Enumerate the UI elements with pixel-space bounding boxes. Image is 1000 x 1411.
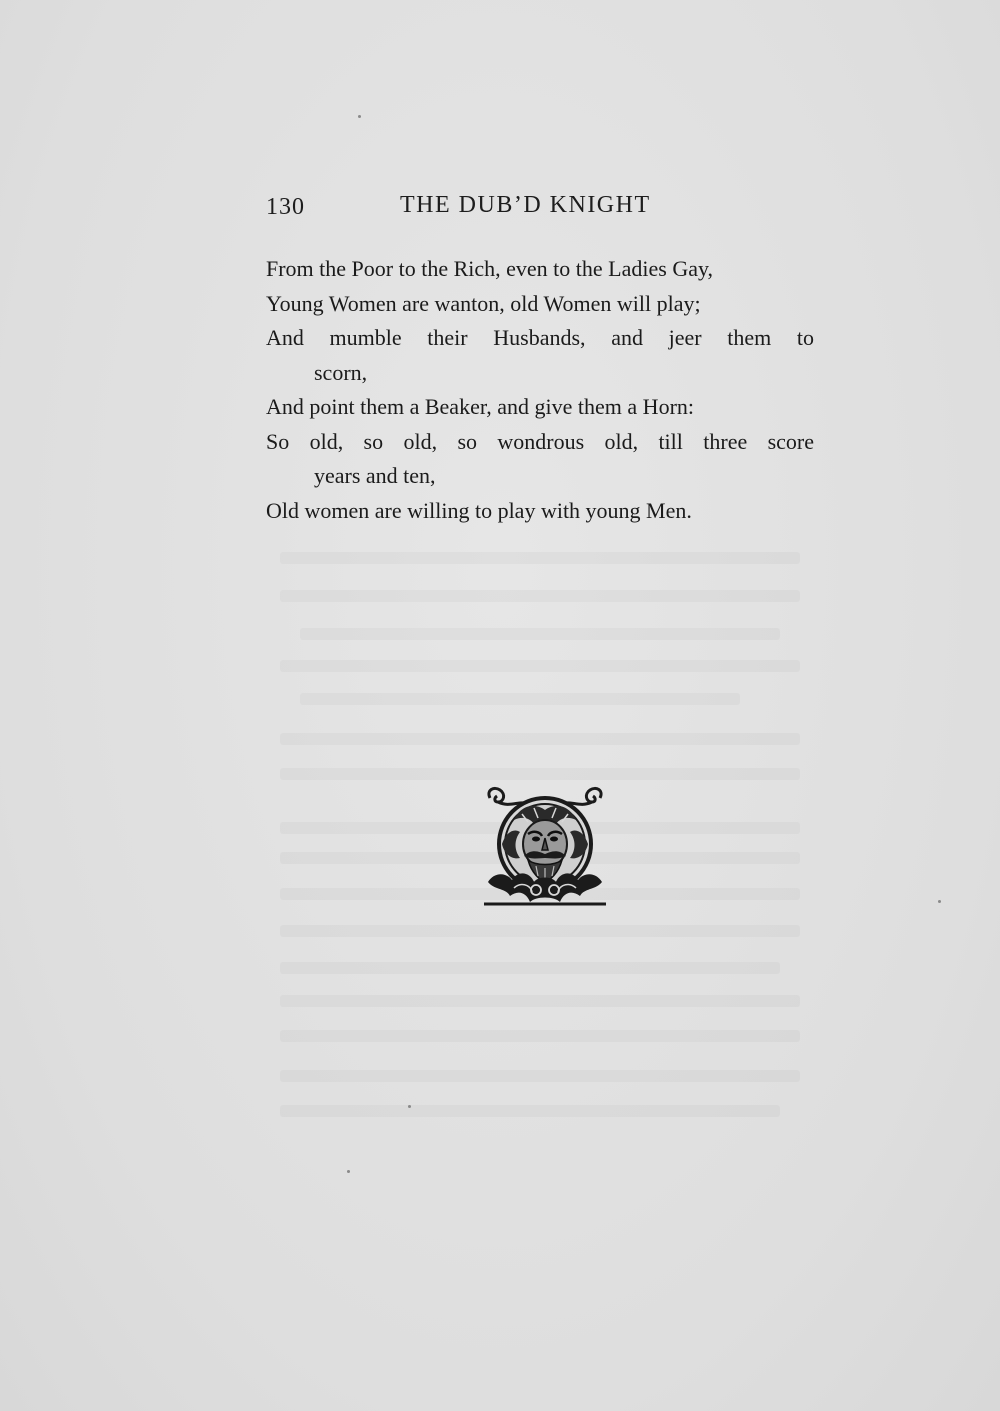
verse-block [266,252,814,528]
verse-line: From the Poor to the Rich, even to the Ladies Gay, [266,256,714,281]
running-title: THE DUB’D KNIGHT [400,192,651,218]
verse-line-continuation: years and ten, [314,463,436,488]
verse-line: And point them a Beaker, and give them a Horn: [266,394,695,419]
paper-speck [347,1170,350,1173]
verse-line: And mumble their Husbands, and jeer them to [266,325,814,350]
paper-speck [358,115,361,118]
verse-line: Young Women are wanton, old Women will play; [266,290,701,316]
verse-line: So old, so old, so wondrous old, till three score [266,428,814,454]
paper-speck [408,1105,411,1108]
verse-line-continuation: scorn, [314,359,368,385]
paper-speck [938,900,941,903]
running-header [266,192,816,226]
verse-line: Old women are willing to play with young Men. [266,497,692,523]
page-number: 130 [266,194,305,220]
green-man-face-ornament-icon [484,784,606,908]
